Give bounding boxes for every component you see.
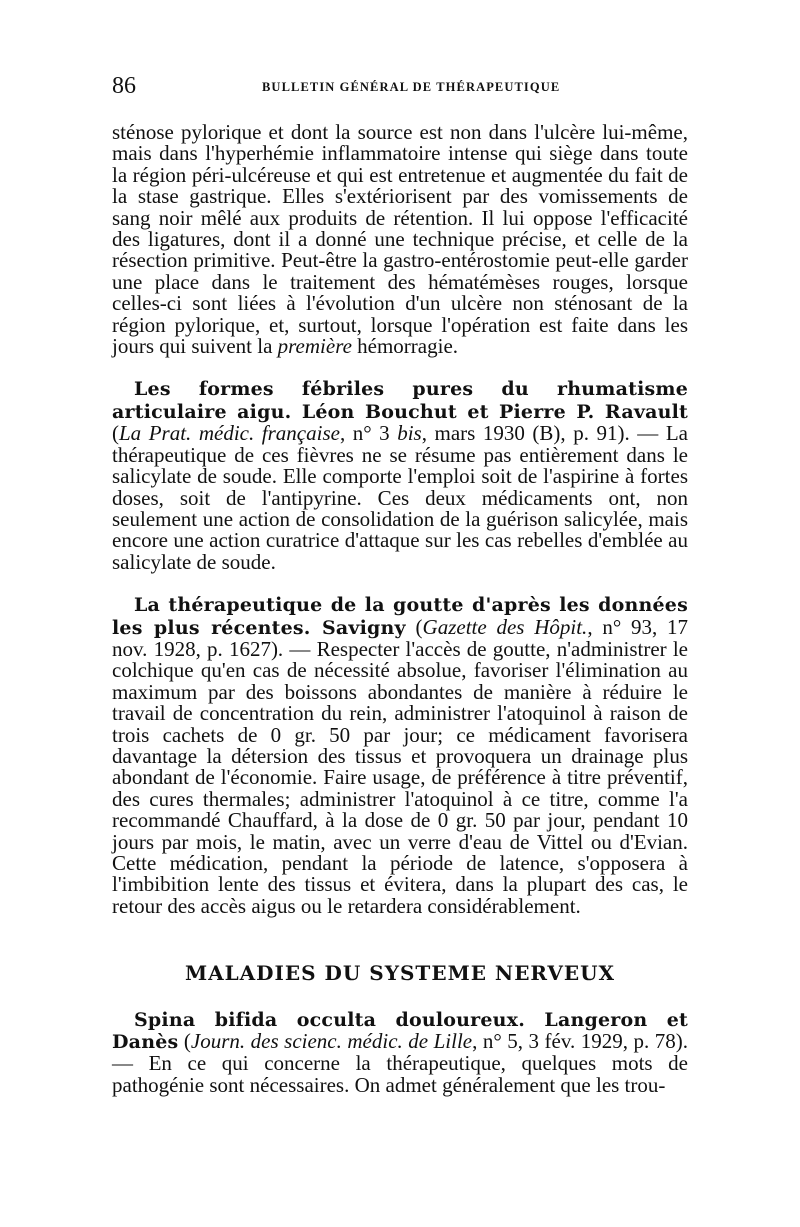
entry-ref-bis: bis [397,421,422,446]
entry-ref-date: , mars 1930 (B), p. 91). — [421,421,666,446]
entry-ref: , n° 93, 17 nov. 1928, p. 1627). — [112,614,688,661]
entry-title: Spina bifida occulta douloureux. Langeron et Danès [112,1008,688,1054]
continued-paragraph [112,122,688,357]
continued-paragraph-end: hémorragie. [351,334,459,359]
entry-text: La thérapeutique de ces fièvres ne se résume pas entièrement dans le salicylate de soude. Elle comporte l'emploi soit de l'aspirine à fortes doses, soit de l'antipyrine. Ces deux médicaments ont, non seulement une action de consolidation de la guérison salicylée, mais encore une action curatrice d'attaque sur les cas rebelles d'emblée au salicylate de soude. [112,421,688,574]
running-title: BULLETIN GÉNÉRAL DE THÉRAPEUTIQUE [262,80,561,94]
entry-ref: , n° 3 [339,421,398,446]
entry-rhumatisme [112,378,688,573]
entry-ref: , n° 5, 3 fév. 1929, p. 78). — [112,1029,689,1076]
section-heading: MALADIES DU SYSTEME NERVEUX [184,961,616,986]
entry-goutte [112,594,688,917]
entry-spina-bifida [112,1009,688,1097]
entry-title: La thérapeutique de la goutte d'après les données les plus récentes. Savigny [112,594,688,639]
entry-title: Les formes fébriles pures du rhumatisme articulaire aigu. Léon Bouchut et Pierre P. Ravault [112,378,688,423]
entry-text: En ce qui concerne la thérapeutique, quelques mots de pathogénie sont nécessaires. On admet généralement que les trou- [112,1051,689,1097]
page-number: 86 [112,73,136,99]
entry-ref-open: ( [405,614,423,639]
journal-name: Journ. des scienc. médic. de Lille [190,1029,473,1054]
journal-name: Gazette des Hôpit. [422,614,588,639]
entry-ref-open: ( [112,421,119,446]
emphasis-premiere: première [277,334,352,359]
journal-name: La Prat. médic. française [119,421,340,446]
entry-ref-open: ( [178,1029,191,1054]
page-body [112,122,688,1096]
entry-text: Respecter l'accès de goutte, n'administrer le colchique qu'en cas de nécessité absolue, favoriser l'élimination au maximum par des boissons abondantes de manière à réduire le travail de concentration du rein, administrer l'atoquinol à raison de trois cachets de 0 gr. 50 par jour; ce médicament favorisera davantage la détersion des tissus et provoquera un drainage plus abondant de l'économie. Faire usage, de préférence à titre préventif, des cures thermales; administrer l'atoquinol à ce titre, comme l'a recommandé Chauffard, à la dose de 0 gr. 50 par jour, pendant 10 jours par mois, le matin, avec un verre d'eau de Vittel ou d'Evian. Cette médication, pendant la période de latence, s'opposera à l'imbibition lente des tissus et évitera, dans la plupart des cas, le retour des accès aigus ou le retardera considérablement. [112,636,688,918]
continued-paragraph-text: sténose pylorique et dont la source est non dans l'ulcère lui-même, mais dans l'hyperhémie inflammatoire intense qui siège dans toute la région péri-ulcéreuse et qui est entretenue et augmentée du fait de la stase gastrique. Elles s'extériorisent par des vomissements de sang noir mêlé aux produits de rétention. Il lui oppose l'efficacité des ligatures, dont il a donné une technique précise, et celle de la résection primitive. Peut-être la gastro-entérostomie peut-elle garder une place dans le traitement des hématémèses rouges, lorsque celles-ci sont liées à l'évolution d'un ulcère non sténosant de la région pylorique, et, surtout, lorsque l'opération est faite dans les jours qui suivent la [112,120,688,359]
page-header [112,72,688,102]
